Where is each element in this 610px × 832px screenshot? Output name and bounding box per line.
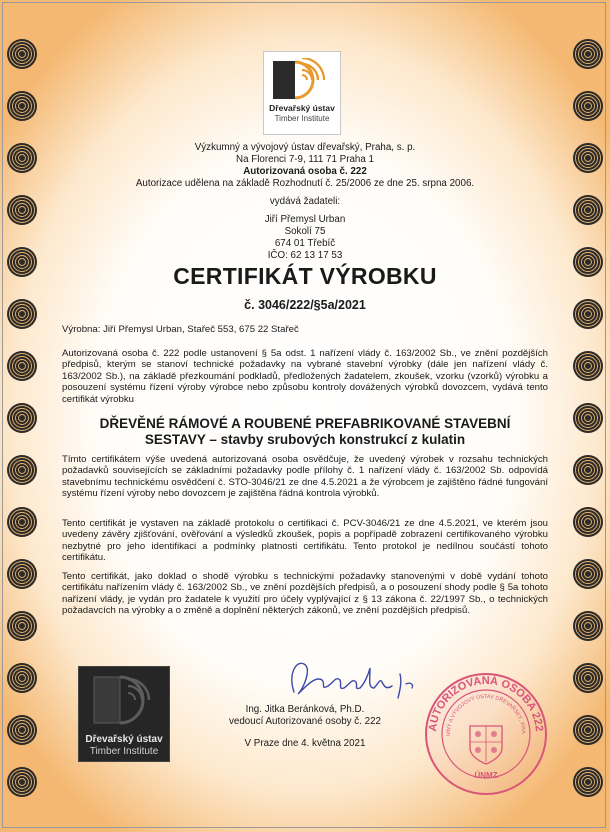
signer-block xyxy=(56,704,554,728)
right-ring-ornament xyxy=(573,91,603,121)
right-ring-ornament xyxy=(573,143,603,173)
right-ring-ornament xyxy=(573,39,603,69)
place-and-date: V Praze dne 4. května 2021 xyxy=(244,738,366,749)
left-ring-ornament xyxy=(7,507,37,537)
timber-institute-logo-icon xyxy=(272,58,334,102)
institute-address: Na Florenci 7-9, 111 71 Praha 1 xyxy=(236,154,374,165)
left-ring-ornament xyxy=(7,351,37,381)
issued-for-label: vydává žadateli: xyxy=(269,196,341,207)
right-ring-ornament xyxy=(573,715,603,745)
official-round-seal xyxy=(422,670,550,798)
producer-line: Výrobna: Jiří Přemysl Urban, Stařeč 553, 675 22 Stařeč xyxy=(62,324,299,335)
left-ring-ornament xyxy=(7,403,37,433)
validity-paragraph: Tento certifikát, jako doklad o shodě výrobku s technickými požadavky stanovenými v době vydání tohoto certifikátu nařízením vlády č. 163/2002 Sb., ve znění pozdějších předpisů, a o posouzení shody podle § 5a tohoto nařízení vlády, je vydán pro žadatele k využití pro účely vyplývající z § 13 zákona č. 22/1997 Sb., o technických požadavcích na výrobky a o změně a doplnění některých zákonů, ve znění pozdějších předpisů. xyxy=(62,571,548,617)
product-name-line-1: DŘEVĚNÉ RÁMOVÉ A ROUBENÉ PREFABRIKOVANÉ STAVEBNÍ xyxy=(99,416,511,431)
right-ring-ornament xyxy=(573,247,603,277)
certificate-sheet xyxy=(56,30,554,810)
left-ring-ornament xyxy=(7,299,37,329)
right-ring-ornament xyxy=(573,403,603,433)
right-ring-ornament xyxy=(573,559,603,589)
signer-name: Ing. Jitka Beránková, Ph.D. xyxy=(245,704,365,715)
left-ring-ornament xyxy=(7,611,37,641)
left-ring-ornament xyxy=(7,455,37,485)
applicant-ico: IČO: 62 13 17 53 xyxy=(267,250,343,261)
authorized-body: Autorizovaná osoba č. 222 xyxy=(243,166,367,177)
right-ring-ornament xyxy=(573,351,603,381)
right-ring-ornament xyxy=(573,767,603,797)
handwritten-signature xyxy=(282,654,432,706)
stamp-logo-name-english: Timber Institute xyxy=(89,746,159,757)
left-ring-ornament xyxy=(7,143,37,173)
certificate-title: CERTIFIKÁT VÝROBKU xyxy=(173,263,437,289)
conformity-paragraph: Tímto certifikátem výše uvedená autorizovaná osoba osvědčuje, že uvedený výrobek v rozsahu technických požadavků souvisejících se základními požadavky podle přílohy č. 1 nařízení vlády č. 163/2002 Sb. odpovídá stavebnímu technickému osvědčení č. STO-3046/21 ze dne 4.5.2021 a že výrobcem je zajištěno řádné fungování systému řízení výroby nebo dovozcem je zajištěna řádná kontrola výrobků. xyxy=(62,454,548,500)
left-ring-ornament xyxy=(7,91,37,121)
right-ring-ornament xyxy=(573,455,603,485)
left-ring-ornament xyxy=(7,559,37,589)
product-name xyxy=(56,416,554,448)
protocol-paragraph: Tento certifikát je vystaven na základě protokolu o certifikaci č. PCV-3046/21 ze dne 4.5.2021, ve kterém jsou uvedeny závěry zjišťování, ověřování a výsledků zkoušek, popis a popřípadě zobrazení certifikovaného výrobku nezbytné pro jeho identifikaci a podmínky platnosti certifikátu. Tento protokol je nedílnou součástí tohoto certifikátu. xyxy=(62,518,548,564)
seal-bottom-text: ÚNMZ xyxy=(474,771,498,780)
signer-role: vedoucí Autorizované osoby č. 222 xyxy=(229,716,381,727)
applicant-name: Jiří Přemysl Urban xyxy=(264,214,346,225)
applicant-city: 674 01 Třebíč xyxy=(274,238,336,249)
left-ring-ornament xyxy=(7,715,37,745)
logo-name-czech: Dřevařský ústav xyxy=(269,103,335,113)
institute-logo xyxy=(263,51,341,135)
right-ring-ornament xyxy=(573,663,603,693)
right-ring-ornament xyxy=(573,299,603,329)
certificate-number: č. 3046/222/§5a/2021 xyxy=(244,298,366,312)
stamp-logo-name-czech: Dřevařský ústav xyxy=(85,734,163,745)
authorization-decision: Autorizace udělena na základě Rozhodnutí č. 25/2006 ze dne 25. srpna 2006. xyxy=(135,178,475,189)
seal-outer-text: AUTORIZOVANÁ OSOBA 222 xyxy=(426,674,545,733)
intro-paragraph: Autorizovaná osoba č. 222 podle ustanovení § 5a odst. 1 nařízení vlády č. 163/2002 Sb., ve znění pozdějších předpisů, kterým se stanoví technické požadavky na vybrané stavební výrobky (dále jen nařízení vlády č. 163/2002 Sb.), na základě přezkoumání podkladů, předložených žadatelem, zkoušek, vzorku (vzorků) výrobku a posouzení systému řízení výroby výrobce nebo způsobu kontroly dovážených výrobků dovozcem, vydává tento certifikát výrobku xyxy=(62,348,548,405)
left-ring-ornament xyxy=(7,195,37,225)
logo-name-english: Timber Institute xyxy=(274,114,330,123)
seal-inner-text: MNÝ A VÝVOJOVÝ ÚSTAV DŘEVAŘSKÝ, PRA xyxy=(445,693,527,736)
left-ring-ornament xyxy=(7,247,37,277)
right-ring-ornament xyxy=(573,507,603,537)
left-ring-ornament xyxy=(7,767,37,797)
right-ring-ornament xyxy=(573,611,603,641)
applicant-street: Sokolí 75 xyxy=(284,226,326,237)
institute-name: Výzkumný a vývojový ústav dřevařský, Praha, s. p. xyxy=(194,142,416,153)
right-ring-ornament xyxy=(573,195,603,225)
product-name-line-2: SESTAVY – stavby srubových konstrukcí z kulatin xyxy=(144,432,466,447)
left-ring-ornament xyxy=(7,39,37,69)
left-ring-ornament xyxy=(7,663,37,693)
